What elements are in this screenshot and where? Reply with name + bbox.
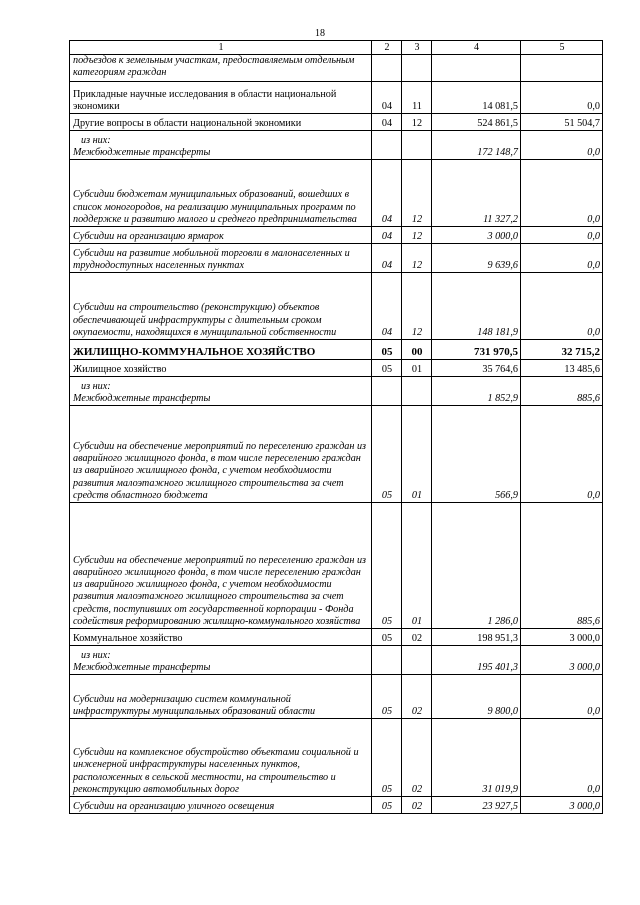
row-name <box>70 503 372 629</box>
amount-total: 14 081,5 <box>432 82 521 114</box>
subsection-code: 12 <box>402 227 432 244</box>
row-label: Другие вопросы в области национальной экономики <box>73 117 302 129</box>
section-code: 05 <box>372 406 402 503</box>
section-code: 04 <box>372 227 402 244</box>
row-name <box>70 675 372 719</box>
amount-federal: 0,0 <box>521 675 603 719</box>
section-code <box>372 55 402 82</box>
amount-federal: 0,0 <box>521 719 603 797</box>
subsection-code: 02 <box>402 675 432 719</box>
row-name <box>70 360 372 377</box>
table-row <box>70 227 603 244</box>
amount-federal: 3 000,0 <box>521 797 603 814</box>
amount-total: 9 800,0 <box>432 675 521 719</box>
section-code: 05 <box>372 797 402 814</box>
subsection-code: 12 <box>402 160 432 227</box>
page-number: 18 <box>315 28 325 39</box>
row-name <box>70 244 372 273</box>
amount-total: 3 000,0 <box>432 227 521 244</box>
amount-total: 9 639,6 <box>432 244 521 273</box>
amount-federal: 3 000,0 <box>521 646 603 675</box>
row-name <box>70 797 372 814</box>
column-header: 4 <box>432 41 521 55</box>
row-subheading: из них: <box>81 380 111 392</box>
section-code: 05 <box>372 360 402 377</box>
row-subheading: из них: <box>81 649 111 661</box>
column-header: 2 <box>372 41 402 55</box>
subsection-code: 01 <box>402 406 432 503</box>
subsection-code <box>402 55 432 82</box>
amount-total: 11 327,2 <box>432 160 521 227</box>
amount-total: 148 181,9 <box>432 273 521 340</box>
subsection-code: 12 <box>402 114 432 131</box>
section-code: 04 <box>372 244 402 273</box>
row-label: Прикладные научные исследования в области национальной экономики <box>73 88 337 112</box>
row-label: Субсидии на развитие мобильной торговли в малонаселенных и труднодоступных населенных пунктах <box>73 247 350 271</box>
table-row <box>70 629 603 646</box>
section-code: 05 <box>372 675 402 719</box>
section-code: 05 <box>372 629 402 646</box>
budget-table <box>69 40 603 814</box>
amount-federal <box>521 55 603 82</box>
column-header: 3 <box>402 41 432 55</box>
row-name <box>70 160 372 227</box>
section-code: 05 <box>372 719 402 797</box>
amount-federal: 13 485,6 <box>521 360 603 377</box>
amount-federal: 0,0 <box>521 131 603 160</box>
table-row <box>70 55 603 82</box>
row-name <box>70 719 372 797</box>
subsection-code: 02 <box>402 629 432 646</box>
row-name <box>70 114 372 131</box>
section-code <box>372 377 402 406</box>
subsection-code <box>402 131 432 160</box>
row-name <box>70 82 372 114</box>
amount-federal: 885,6 <box>521 503 603 629</box>
column-header: 1 <box>70 41 372 55</box>
subsection-code: 12 <box>402 273 432 340</box>
table-row <box>70 360 603 377</box>
row-subheading: из них: <box>81 134 111 146</box>
row-name <box>70 629 372 646</box>
row-label: ЖИЛИЩНО-КОММУНАЛЬНОЕ ХОЗЯЙСТВО <box>73 345 316 358</box>
row-name <box>70 227 372 244</box>
subsection-code: 02 <box>402 719 432 797</box>
section-code: 04 <box>372 114 402 131</box>
table-row <box>70 273 603 340</box>
amount-total: 198 951,3 <box>432 629 521 646</box>
row-label: Субсидии на модернизацию систем коммунальной инфраструктуры муниципальных образований области <box>73 693 316 717</box>
row-label: Межбюджетные трансферты <box>73 392 211 404</box>
row-label: Субсидии бюджетам муниципальных образований, вошедших в список моногородов, на реализацию муниципальных программ по поддержке и развитию малого и среднего предпринимательства <box>73 189 357 225</box>
row-name <box>70 340 372 360</box>
amount-federal: 32 715,2 <box>521 340 603 360</box>
row-label: Субсидии на строительство (реконструкцию) объектов обеспечивающей инфраструктуры с длительным сроком окупаемости, находящихся в муниципальной собственности <box>73 302 337 338</box>
row-name <box>70 646 372 675</box>
amount-federal: 0,0 <box>521 406 603 503</box>
section-code: 04 <box>372 160 402 227</box>
amount-federal: 885,6 <box>521 377 603 406</box>
amount-total: 1 852,9 <box>432 377 521 406</box>
row-name <box>70 273 372 340</box>
row-label: Межбюджетные трансферты <box>73 146 211 158</box>
table-row <box>70 797 603 814</box>
amount-total: 566,9 <box>432 406 521 503</box>
section-code: 04 <box>372 273 402 340</box>
section-code <box>372 646 402 675</box>
section-code: 05 <box>372 503 402 629</box>
table-row <box>70 503 603 629</box>
amount-total: 1 286,0 <box>432 503 521 629</box>
table-row <box>70 406 603 503</box>
subsection-code <box>402 377 432 406</box>
row-label: Субсидии на обеспечение мероприятий по переселению граждан из аварийного жилищного фонда, в том числе переселению граждан из аварийного жилищного фонда, с учетом необходимости развития малоэтажного жилищного строительства за счет средств областного бюджета <box>73 440 367 501</box>
subsection-code: 00 <box>402 340 432 360</box>
row-label: Межбюджетные трансферты <box>73 661 211 673</box>
subsection-code: 12 <box>402 244 432 273</box>
column-header: 5 <box>521 41 603 55</box>
amount-total: 731 970,5 <box>432 340 521 360</box>
amount-federal: 0,0 <box>521 82 603 114</box>
subsection-code <box>402 646 432 675</box>
row-label: Субсидии на обеспечение мероприятий по переселению граждан из аварийного жилищного фонда, в том числе переселению граждан из аварийного жилищного фонда, с учетом необходимости развития малоэтажного жилищного строительства за счет средств, поступивших от государственной корпорации - Фонда содействия реформированию жилищно-коммунального хозяйства <box>73 554 367 627</box>
row-name <box>70 406 372 503</box>
row-label: Субсидии на организацию уличного освещения <box>73 800 275 812</box>
amount-total: 524 861,5 <box>432 114 521 131</box>
row-name <box>70 377 372 406</box>
table-row <box>70 377 603 406</box>
amount-total: 31 019,9 <box>432 719 521 797</box>
section-code <box>372 131 402 160</box>
section-code: 04 <box>372 82 402 114</box>
subsection-code: 11 <box>402 82 432 114</box>
row-label: Жилищное хозяйство <box>73 363 167 375</box>
table-header-row <box>70 41 603 55</box>
table-row <box>70 646 603 675</box>
table-row <box>70 160 603 227</box>
amount-federal: 0,0 <box>521 227 603 244</box>
table-row <box>70 131 603 160</box>
amount-total: 195 401,3 <box>432 646 521 675</box>
table-row <box>70 675 603 719</box>
amount-federal: 0,0 <box>521 244 603 273</box>
amount-federal: 0,0 <box>521 273 603 340</box>
row-name <box>70 55 372 82</box>
section-code: 05 <box>372 340 402 360</box>
row-label: Коммунальное хозяйство <box>73 632 183 644</box>
amount-federal: 0,0 <box>521 160 603 227</box>
amount-federal: 3 000,0 <box>521 629 603 646</box>
row-name <box>70 131 372 160</box>
table-row <box>70 82 603 114</box>
subsection-code: 01 <box>402 503 432 629</box>
table-row <box>70 719 603 797</box>
amount-total: 35 764,6 <box>432 360 521 377</box>
row-label: подъездов к земельным участкам, предоставляемым отдельным категориям граждан <box>73 55 355 79</box>
table-row <box>70 114 603 131</box>
table-row <box>70 340 603 360</box>
amount-total <box>432 55 521 82</box>
amount-total: 23 927,5 <box>432 797 521 814</box>
row-label: Субсидии на комплексное обустройство объектами социальной и инженерной инфраструктуры населенных пунктов, расположенных в сельской местности, на строительство и реконструкцию автомобильных дорог <box>73 747 359 795</box>
table-row <box>70 244 603 273</box>
amount-total: 172 148,7 <box>432 131 521 160</box>
subsection-code: 02 <box>402 797 432 814</box>
subsection-code: 01 <box>402 360 432 377</box>
row-label: Субсидии на организацию ярмарок <box>73 230 224 242</box>
amount-federal: 51 504,7 <box>521 114 603 131</box>
